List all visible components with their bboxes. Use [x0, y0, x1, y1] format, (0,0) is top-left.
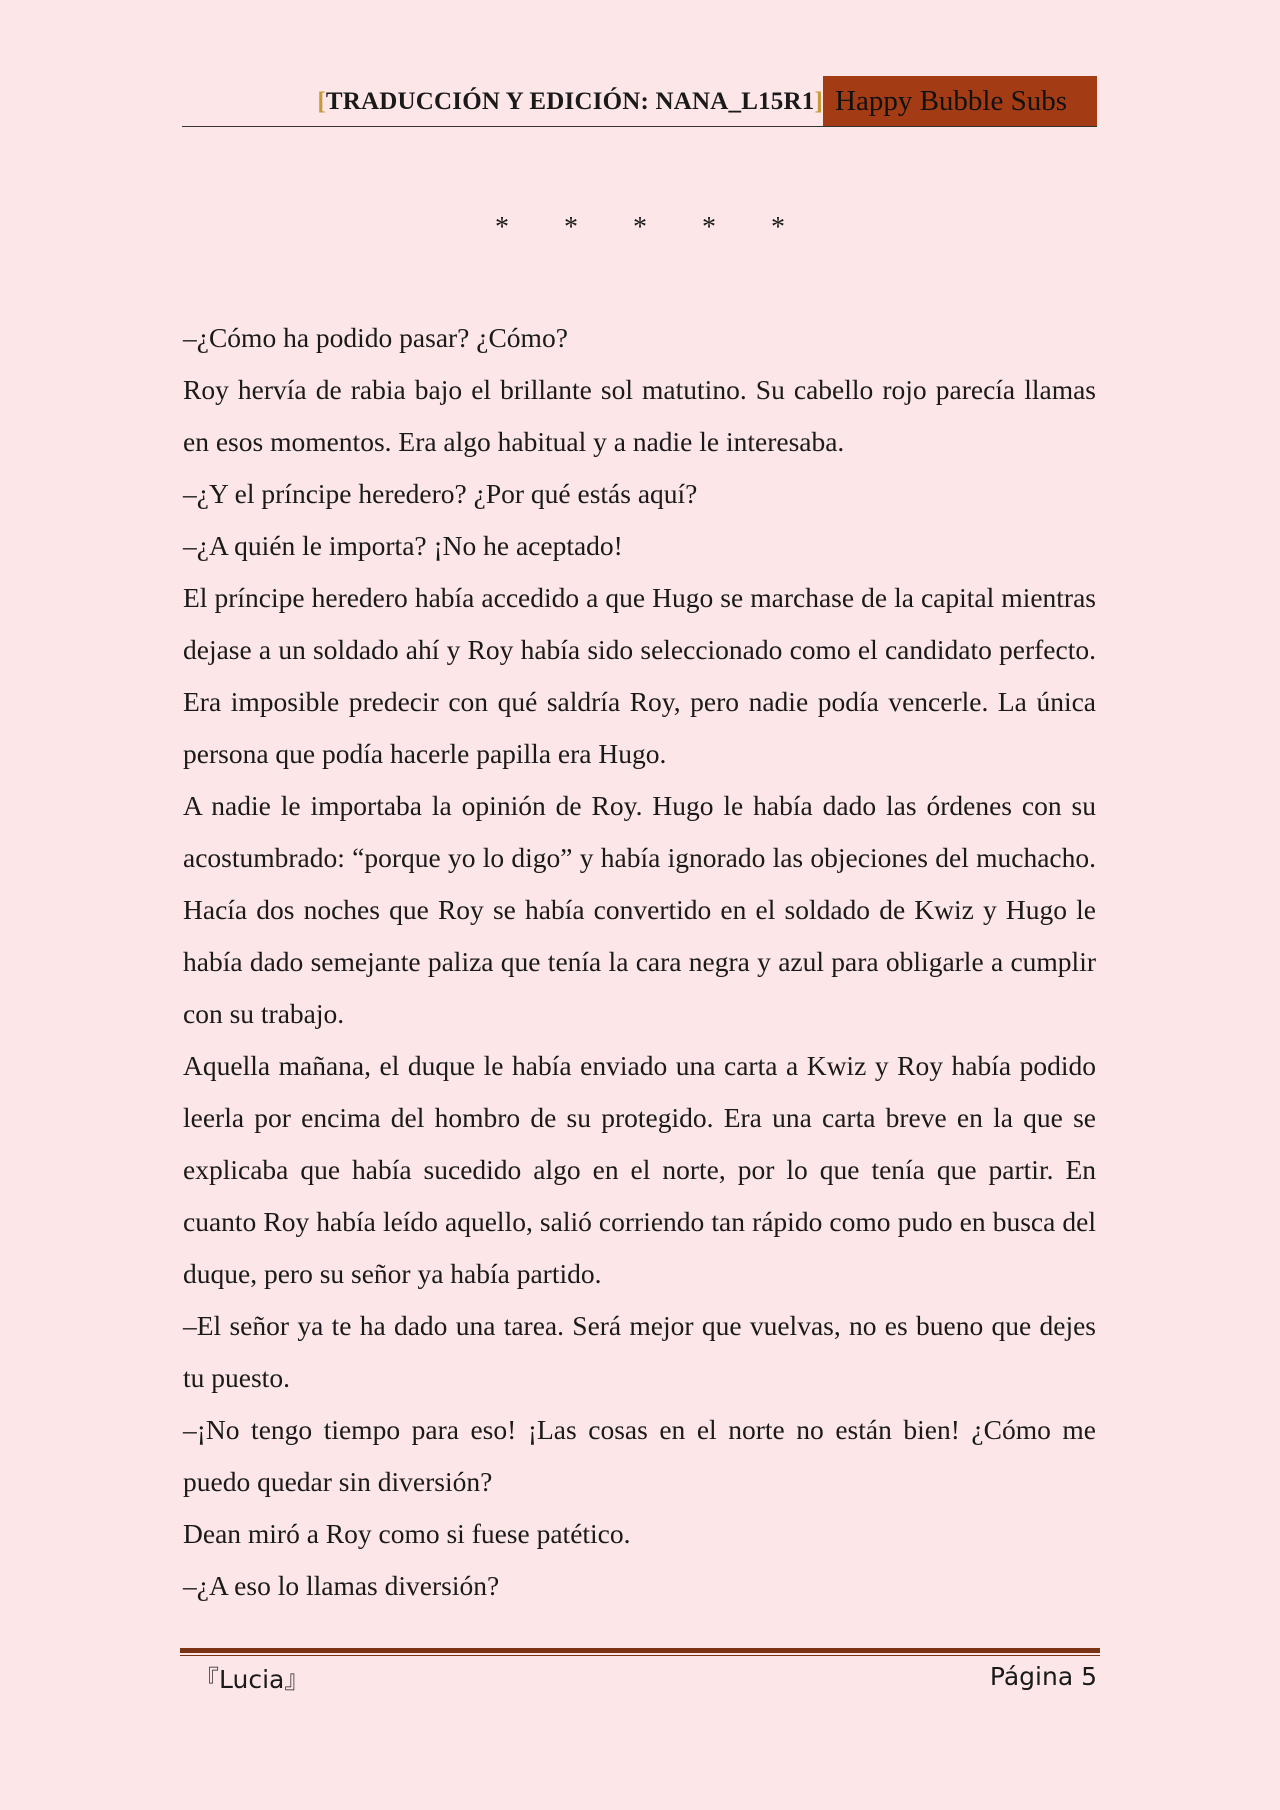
paragraph: El príncipe heredero había accedido a que Hugo se marchase de la capital mientras dejase a un soldado ahí y Roy había sido seleccionado como el candidato perfecto. Era imposible predecir con qué saldría Roy, pero nadie podía vencerle. La única persona que podía hacerle papilla era Hugo.: [183, 582, 1096, 769]
separator-asterisk: *: [771, 212, 785, 243]
paragraph: –¿Cómo ha podido pasar? ¿Cómo?: [183, 322, 568, 353]
paragraph: Dean miró a Roy como si fuese patético.: [183, 1518, 631, 1549]
paragraph: –El señor ya te ha dado una tarea. Será mejor que vuelvas, no es bueno que dejes tu puesto.: [183, 1310, 1096, 1393]
paragraph: Roy hervía de rabia bajo el brillante sol matutino. Su cabello rojo parecía llamas en esos momentos. Era algo habitual y a nadie le interesaba.: [183, 374, 1096, 457]
separator-asterisk: *: [702, 212, 716, 243]
page-header: [182, 76, 1097, 127]
separator-asterisk: *: [564, 212, 578, 243]
paragraph: –¿A eso lo llamas diversión?: [183, 1570, 500, 1601]
translation-credit: [317, 88, 823, 116]
separator-asterisk: *: [495, 212, 509, 243]
paragraph: Aquella mañana, el duque le había enviado una carta a Kwiz y Roy había podido leerla por encima del hombro de su protegido. Era una carta breve en la que se explicaba que había sucedido algo en el norte, por lo que tenía que partir. En cuanto Roy había leído aquello, salió corriendo tan rápido como pudo en busca del duque, pero su señor ya había partido.: [183, 1050, 1096, 1289]
paragraph: –¿A quién le importa? ¡No he aceptado!: [183, 530, 623, 561]
book-title: 『Lucia』: [194, 1665, 310, 1694]
paragraph: A nadie le importaba la opinión de Roy. Hugo le había dado las órdenes con su acostumbrado: “porque yo lo digo” y había ignorado las objeciones del muchacho. Hacía dos noches que Roy se había convertido en el soldado de Kwiz y Hugo le había dado semejante paliza que tenía la cara negra y azul para obligarle a cumplir con su trabajo.: [183, 790, 1096, 1029]
group-name-banner: Happy Bubble Subs: [823, 76, 1097, 126]
page-number: Página 5: [989, 1662, 1097, 1691]
paragraph: –¿Y el príncipe heredero? ¿Por qué estás aquí?: [183, 478, 698, 509]
credit-open-bracket: [: [317, 88, 326, 115]
credit-close-bracket: ]: [814, 88, 823, 115]
scene-separator: [0, 212, 1280, 244]
credit-text: TRADUCCIÓN Y EDICIÓN: NANA_L15R1: [325, 88, 815, 115]
separator-asterisk: *: [633, 212, 647, 243]
body-text: [183, 312, 1096, 1612]
paragraph: –¡No tengo tiempo para eso! ¡Las cosas en el norte no están bien! ¿Cómo me puedo quedar sin diversión?: [183, 1414, 1096, 1497]
footer-divider: [180, 1648, 1100, 1656]
